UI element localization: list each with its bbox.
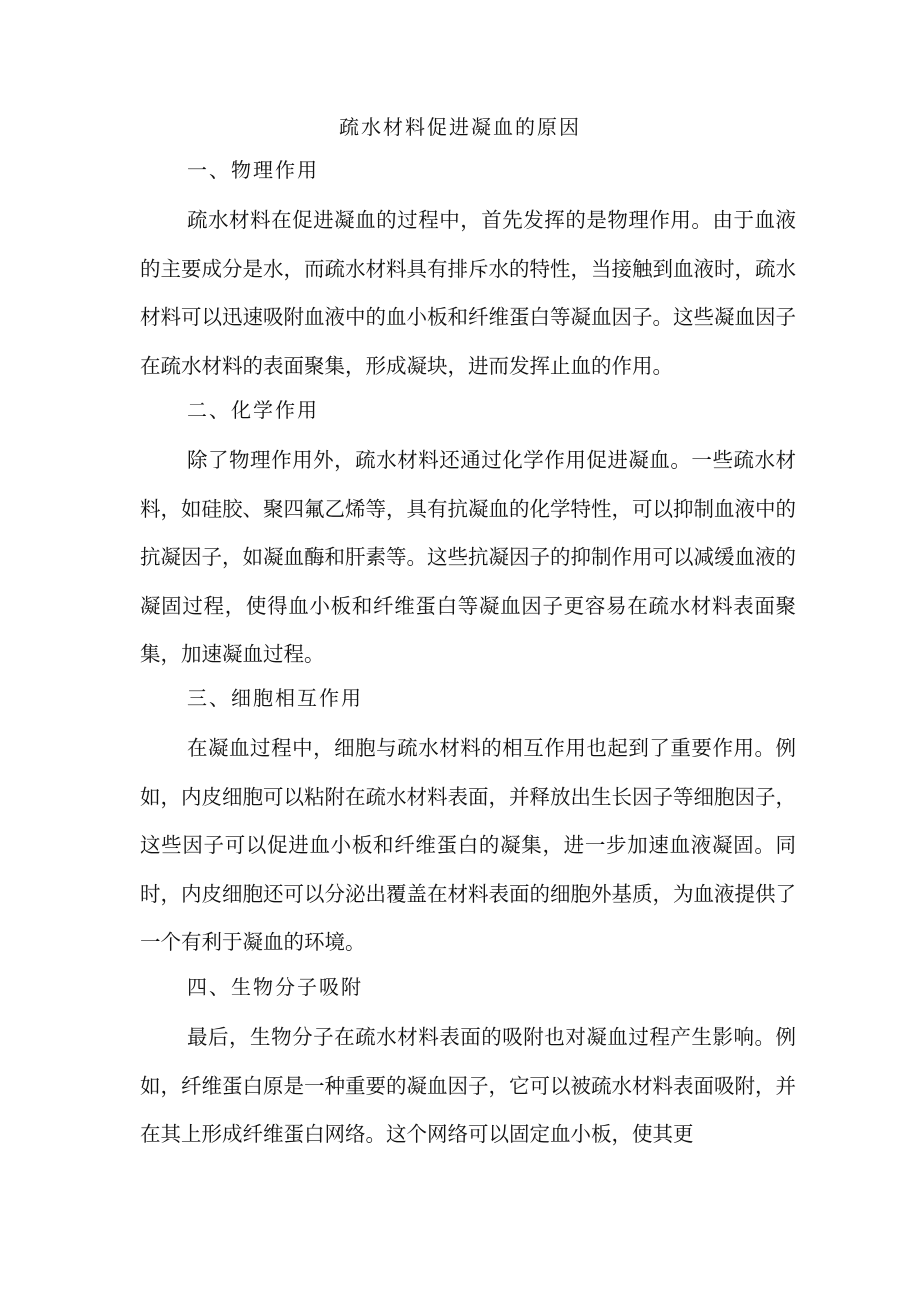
section-heading-cell-interaction: 三、细胞相互作用 — [187, 686, 363, 710]
section-paragraph-physical: 疏水材料在促进凝血的过程中，首先发挥的是物理作用。由于血液的主要成分是水，而疏水材料具有排斥水的特性，当接触到血液时，疏水材料可以迅速吸附血液中的血小板和纤维蛋白等凝血因子。这些凝血因子在疏水材料的表面聚集，形成凝块，进而发挥止血的作用。 — [140, 208, 796, 378]
section-paragraph-cell-interaction: 在凝血过程中，细胞与疏水材料的相互作用也起到了重要作用。例如，内皮细胞可以粘附在疏水材料表面，并释放出生长因子等细胞因子，这些因子可以促进血小板和纤维蛋白的凝集，进一步加速血液凝固。同时，内皮细胞还可以分泌出覆盖在材料表面的细胞外基质，为血液提供了一个有利于凝血的环境。 — [140, 736, 796, 955]
section-heading-biomolecule-adsorption: 四、生物分子吸附 — [187, 975, 363, 999]
section-paragraph-biomolecule-adsorption: 最后，生物分子在疏水材料表面的吸附也对凝血过程产生影响。例如，纤维蛋白原是一种重要的凝血因子，它可以被疏水材料表面吸附，并在其上形成纤维蛋白网络。这个网络可以固定血小板，使其更 — [140, 1025, 796, 1147]
document-title: 疏水材料促进凝血的原因 — [339, 115, 581, 139]
section-paragraph-chemical: 除了物理作用外，疏水材料还通过化学作用促进凝血。一些疏水材料，如硅胶、聚四氟乙烯等，具有抗凝血的化学特性，可以抑制血液中的抗凝因子，如凝血酶和肝素等。这些抗凝因子的抑制作用可以减缓血液的凝固过程，使得血小板和纤维蛋白等凝血因子更容易在疏水材料表面聚集，加速凝血过程。 — [140, 448, 796, 667]
section-heading-chemical: 二、化学作用 — [187, 398, 319, 422]
section-heading-physical: 一、物理作用 — [187, 158, 319, 182]
